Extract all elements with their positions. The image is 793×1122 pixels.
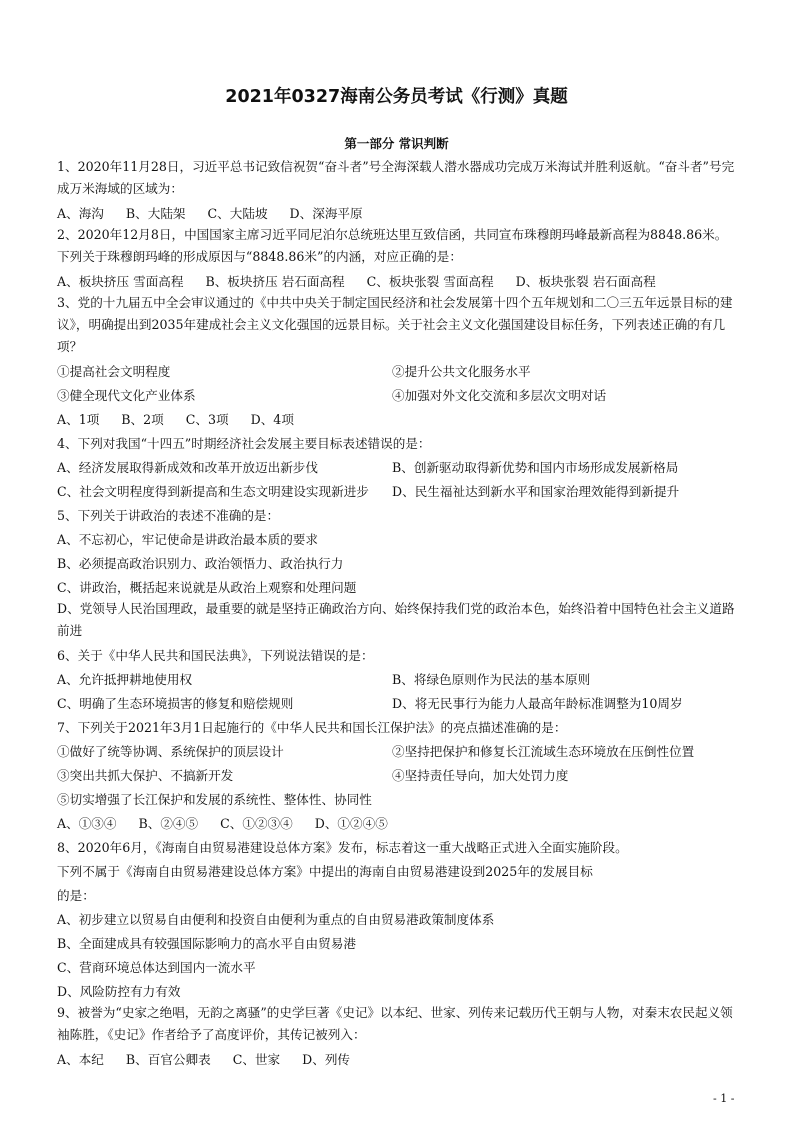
question-6-stem: 6、关于《中华人民共和国民法典》，下列说法错误的是： <box>57 647 374 663</box>
option-c: C、大陆坡 <box>207 205 268 221</box>
question-2-stem: 2、2020年12月8日，中国国家主席习近平同尼泊尔总统班达里互致信函，共同宣布珠穆朗玛峰最新高程为8848.86米。下列关于珠穆朗玛峰的形成原因与“8848.86米”的内涵，对应正确的是： <box>57 227 728 264</box>
option-a: A、板块挤压 雪面高程 <box>57 273 184 289</box>
option-a: A、本纪 <box>57 1051 104 1067</box>
option-a: A、1项 <box>57 411 100 427</box>
question-4-options <box>57 454 737 502</box>
option-a: A、①③④ <box>57 815 117 831</box>
option-b: B、2项 <box>121 411 164 427</box>
option-d: D、板块张裂 岩石面高程 <box>515 273 656 289</box>
option-b: B、必须提高政治识别力、政治领悟力、政治执行力 <box>57 555 344 571</box>
question-9-stem: 9、被誉为“史家之绝唱，无韵之离骚”的史学巨著《史记》以本纪、世家、列传来记载历代王朝与人物，对秦末农民起义领袖陈胜，《史记》作者给予了高度评价，其传记被列入： <box>57 1005 733 1042</box>
document-title: 2021年0327海南公务员考试《行测》真题 <box>225 87 568 107</box>
item-4: ④坚持责任导向，加大处罚力度 <box>392 767 569 783</box>
question-8-stem-line-2: 下列不属于《海南自由贸易港建设总体方案》中提出的海南自由贸易港建设到2025年的发展目标 <box>57 863 593 879</box>
option-c: C、社会文明程度得到新提高和生态文明建设实现新进步 <box>57 483 369 499</box>
question-5-stem: 5、下列关于讲政治的表述不准确的是： <box>57 507 280 523</box>
question-1-stem: 1、2020年11月28日，习近平总书记致信祝贺“奋斗者”号全海深载人潜水器成功完成万米海试并胜利返航。“奋斗者”号完成万米海域的区域为： <box>57 159 735 196</box>
option-b: B、创新驱动取得新优势和国内市场形成发展新格局 <box>392 459 679 475</box>
item-3: ③突出共抓大保护、不搞新开发 <box>57 767 234 783</box>
option-d: D、深海平原 <box>289 205 363 221</box>
option-d: D、4项 <box>250 411 294 427</box>
page-number: - 1 - <box>713 1092 735 1105</box>
question-7-options <box>57 810 737 834</box>
option-a: A、经济发展取得新成效和改革开放迈出新步伐 <box>57 459 318 475</box>
option-b: B、百官公卿表 <box>125 1051 211 1067</box>
option-c: C、板块张裂 雪面高程 <box>366 273 494 289</box>
question-2-options <box>57 268 737 292</box>
item-2: ②坚持把保护和修复长江流域生态环境放在压倒性位置 <box>392 743 695 759</box>
option-b: B、板块挤压 岩石面高程 <box>205 273 345 289</box>
option-d: D、风险防控有力有效 <box>57 983 181 999</box>
question-3-options <box>57 406 737 430</box>
option-a: A、允许抵押耕地使用权 <box>57 671 193 687</box>
option-a: A、不忘初心，牢记使命是讲政治最本质的要求 <box>57 531 318 547</box>
section-heading: 第一部分 常识判断 <box>344 136 449 151</box>
option-b: B、全面建成具有较强国际影响力的高水平自由贸易港 <box>57 935 356 951</box>
question-9-options <box>57 1046 737 1070</box>
question-3-stem: 3、党的十九届五中全会审议通过的《中共中央关于制定国民经济和社会发展第十四个五年规划和二〇三五年远景目标的建议》，明确提出到2035年建成社会主义文化强国的远景目标。关于社会主义文化强国建设目标任务，下列表述正确的有几项？ <box>57 295 733 354</box>
option-d: D、民生福祉达到新水平和国家治理效能得到新提升 <box>392 483 680 499</box>
option-c: C、3项 <box>185 411 229 427</box>
question-7-stem: 7、下列关于2021年3月1日起施行的《中华人民共和国长江保护法》的亮点描述准确的是： <box>57 719 567 735</box>
question-1-options <box>57 200 737 224</box>
option-c: C、①②③④ <box>220 815 293 831</box>
option-c: C、营商环境总体达到国内一流水平 <box>57 959 256 975</box>
option-c: C、讲政治，概括起来说就是从政治上观察和处理问题 <box>57 579 357 595</box>
option-a: A、海沟 <box>57 205 104 221</box>
option-b: B、将绿色原则作为民法的基本原则 <box>392 671 591 687</box>
question-list <box>57 156 737 1070</box>
item-3: ③健全现代文化产业体系 <box>57 387 196 403</box>
option-d: D、列传 <box>302 1051 351 1067</box>
option-a: A、初步建立以贸易自由便利和投资自由便利为重点的自由贸易港政策制度体系 <box>57 911 495 927</box>
option-b: B、②④⑤ <box>138 815 199 831</box>
question-8-stem-line-1: 8、2020年6月，《海南自由贸易港建设总体方案》发布，标志着这一重大战略正式进入全面实施阶段。 <box>57 839 628 855</box>
question-6-options <box>57 666 737 714</box>
item-2: ②提升公共文化服务水平 <box>392 363 531 379</box>
option-d: D、党领导人民治国理政，最重要的就是坚持正确政治方向、始终保持我们党的政治本色，始终沿着中国特色社会主义道路前进 <box>57 601 735 638</box>
option-c: C、世家 <box>232 1051 281 1067</box>
item-4: ④加强对外文化交流和多层次文明对话 <box>392 387 607 403</box>
option-d: D、将无民事行为能力人最高年龄标准调整为10周岁 <box>392 695 683 711</box>
item-1: ①做好了统等协调、系统保护的顶层设计 <box>57 743 284 759</box>
question-4-stem: 4、下列对我国“十四五”时期经济社会发展主要目标表述错误的是： <box>57 435 431 451</box>
option-b: B、大陆架 <box>125 205 186 221</box>
item-1: ①提高社会文明程度 <box>57 363 171 379</box>
question-8-stem-line-3: 的是： <box>57 887 95 903</box>
option-d: D、①②④⑤ <box>314 815 388 831</box>
item-5: ⑤切实增强了长江保护和发展的系统性、整体性、协同性 <box>57 791 372 807</box>
option-c: C、明确了生态环境损害的修复和赔偿规则 <box>57 695 294 711</box>
question-3-items <box>57 358 737 406</box>
question-7-items <box>57 738 737 786</box>
